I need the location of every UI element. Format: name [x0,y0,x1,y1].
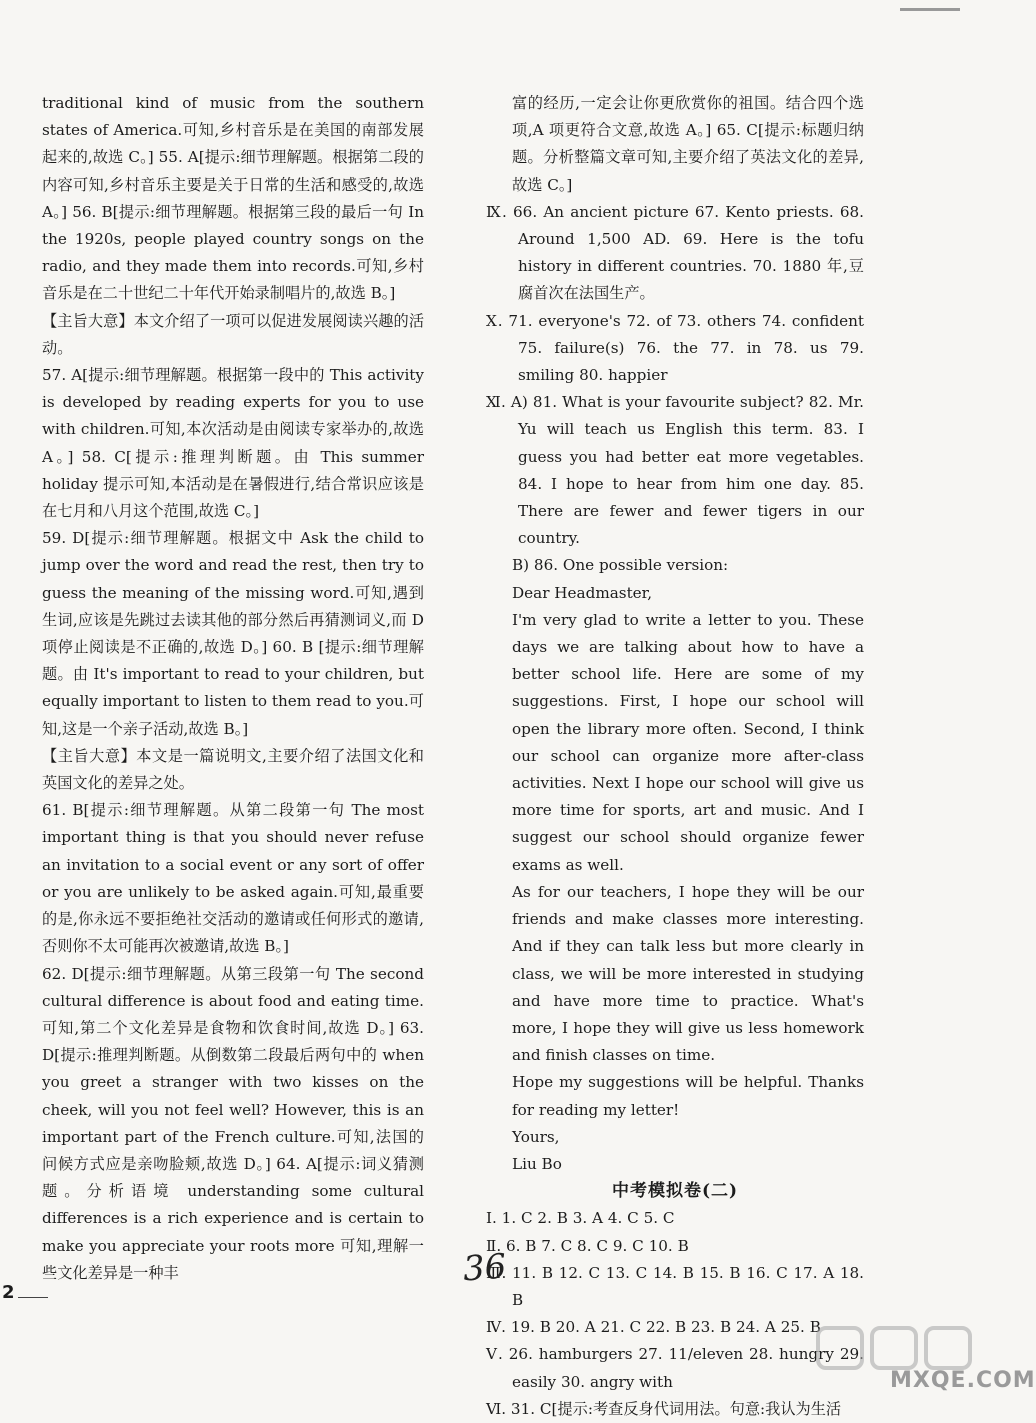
page-number: 2 [2,1282,15,1303]
section-xi-answers: Ⅺ. A) 81. What is your favourite subject? 82. Mr. Yu will teach us English this term. 83. I guess you had better eat more vegetables. 84. I hope to hear from him one day. 85. There are fewer and fewer tigers in our country. [486,393,864,548]
answer-paragraph: 59. D[提示:细节理解题。根据文中 Ask the child to jump over the word and read the rest, then try to guess the meaning of the missing word.可知,遇到生词,应该是先跳过去读其他的部分然后再猜测词义,而 D 项停止阅读是不正确的,故选 D。] 60. B [提示:细节理解题。由 It's important to read to your children, but equally important to listen to them read to you.可知,这是一个亲子活动,故选 B。] [42,529,424,738]
answer-row: Ⅴ. 26. hamburgers 27. 11/eleven 28. hungry 29. easily 30. angry with [486,1345,864,1391]
answer-paragraph: 富的经历,一定会让你更欣赏你的祖国。结合四个选项,A 项更符合文意,故选 A。] 65. C[提示:标题归纳题。分析整篇文章可知,主要介绍了英法文化的差异,故选 C。] [512,94,864,194]
left-answer-column [42,90,424,1287]
answer-paragraph: traditional kind of music from the southern states of America.可知,乡村音乐是在美国的南部发展起来的,故选 C。] 55. A[提示:细节理解题。根据第二段的内容可知,乡村音乐主要是关于日常的生活和感受的,故选 A。] 56. B[提示:细节理解题。根据第三段的最后一句 In the 1920s, people played country songs on the radio, and they made them into records.可知,乡村音乐是在二十世纪二十年代开始录制唱片的,故选 B。] [42,94,424,303]
main-idea-paragraph: 【主旨大意】本文是一篇说明文,主要介绍了法国文化和英国文化的差异之处。 [42,746,424,793]
main-idea-paragraph: 【主旨大意】本文介绍了一项可以促进发展阅读兴趣的活动。 [42,311,424,357]
writing-version-label: B) 86. One possible version: [512,556,729,575]
answer-paragraph: 57. A[提示:细节理解题。根据第一段中的 This activity is developed by reading experts for you to use with children.可知,本次活动是由阅读专家举办的,故选 A。] 58. C[提示:推理判断题。由 This summer holiday 提示可知,本活动是在暑假进行,结合常识应该是在七月和八月这个范围,故选 C。] [42,366,424,521]
letter-salutation: Dear Headmaster, [512,583,653,602]
top-edge-mark [900,8,960,11]
page-number-rule [18,1297,48,1298]
answer-row: Ⅱ. 6. B 7. C 8. C 9. C 10. B [486,1236,689,1255]
answer-paragraph: 61. B[提示:细节理解题。从第二段第一句 The most important thing is that you should never refuse an invitation to a social event or any sort of offer or you are unlikely to be asked again.可知,最重要的是,你永远不要拒绝社交活动的邀请或任何形式的邀请,否则你不太可能再次被邀请,故选 B。] [42,801,424,956]
section-ix-answers: Ⅸ. 66. An ancient picture 67. Kento priests. 68. Around 1,500 AD. 69. Here is the tofu history in different countries. 70. 1880 年,豆腐首次在法国生产。 [486,202,864,303]
answer-row: Ⅲ. 11. B 12. C 13. C 14. B 15. B 16. C 17. A 18. B [486,1263,864,1309]
watermark-text: MXQE.COM [890,1368,1036,1393]
right-answer-column [486,90,864,1423]
letter-paragraph: As for our teachers, I hope they will be our friends and make classes more interesting. And if they can talk less but more clearly in class, we will be more interested in studying and have more time to practice. What's more, I hope they will give us less homework and finish classes on time. [512,882,864,1065]
letter-paragraph: Hope my suggestions will be helpful. Thanks for reading my letter! [512,1073,864,1119]
letter-signature: Liu Bo [512,1154,562,1173]
watermark-logo-icon [810,1322,990,1410]
answer-row: Ⅳ. 19. B 20. A 21. C 22. B 23. B 24. A 25. B [486,1318,821,1337]
section-x-answers: Ⅹ. 71. everyone's 72. of 73. others 74. confident 75. failure(s) 76. the 77. in 78. us 79. smiling 80. happier [486,311,864,385]
letter-closing: Yours, [512,1127,560,1146]
handwritten-page-number: 36 [461,1246,508,1290]
answer-paragraph: 62. D[提示:细节理解题。从第三段第一句 The second cultural difference is about food and eating time.可知,第二个文化差异是食物和饮食时间,故选 D。] 63. D[提示:推理判断题。从倒数第二段最后两句中的 when you greet a stranger with two kisses on the cheek, will you not feel well? However, this is an important part of the French culture.可知,法国的问候方式应是亲吻脸颊,故选 D。] 64. A[提示:词义猜测题。分析语境 understanding some cultural differences is a rich experience and is certain to make you appreciate your roots more 可知,理解一些文化差异是一种丰 [42,964,424,1282]
letter-paragraph: I'm very glad to write a letter to you. These days we are talking about how to have a better school life. Here are some of my suggestions. First, I hope our school will open the library more often. Second, I think our school can organize more after-class activities. Next I hope our school will give us more time for sports, art and music. And I suggest our school should organize fewer exams as well. [512,610,864,874]
answer-row: Ⅰ. 1. C 2. B 3. A 4. C 5. C [486,1209,675,1228]
section-title: 中考模拟卷(二) [611,1181,739,1202]
answer-row: Ⅵ. 31. C[提示:考查反身代词用法。句意:我认为生活 [486,1399,842,1418]
